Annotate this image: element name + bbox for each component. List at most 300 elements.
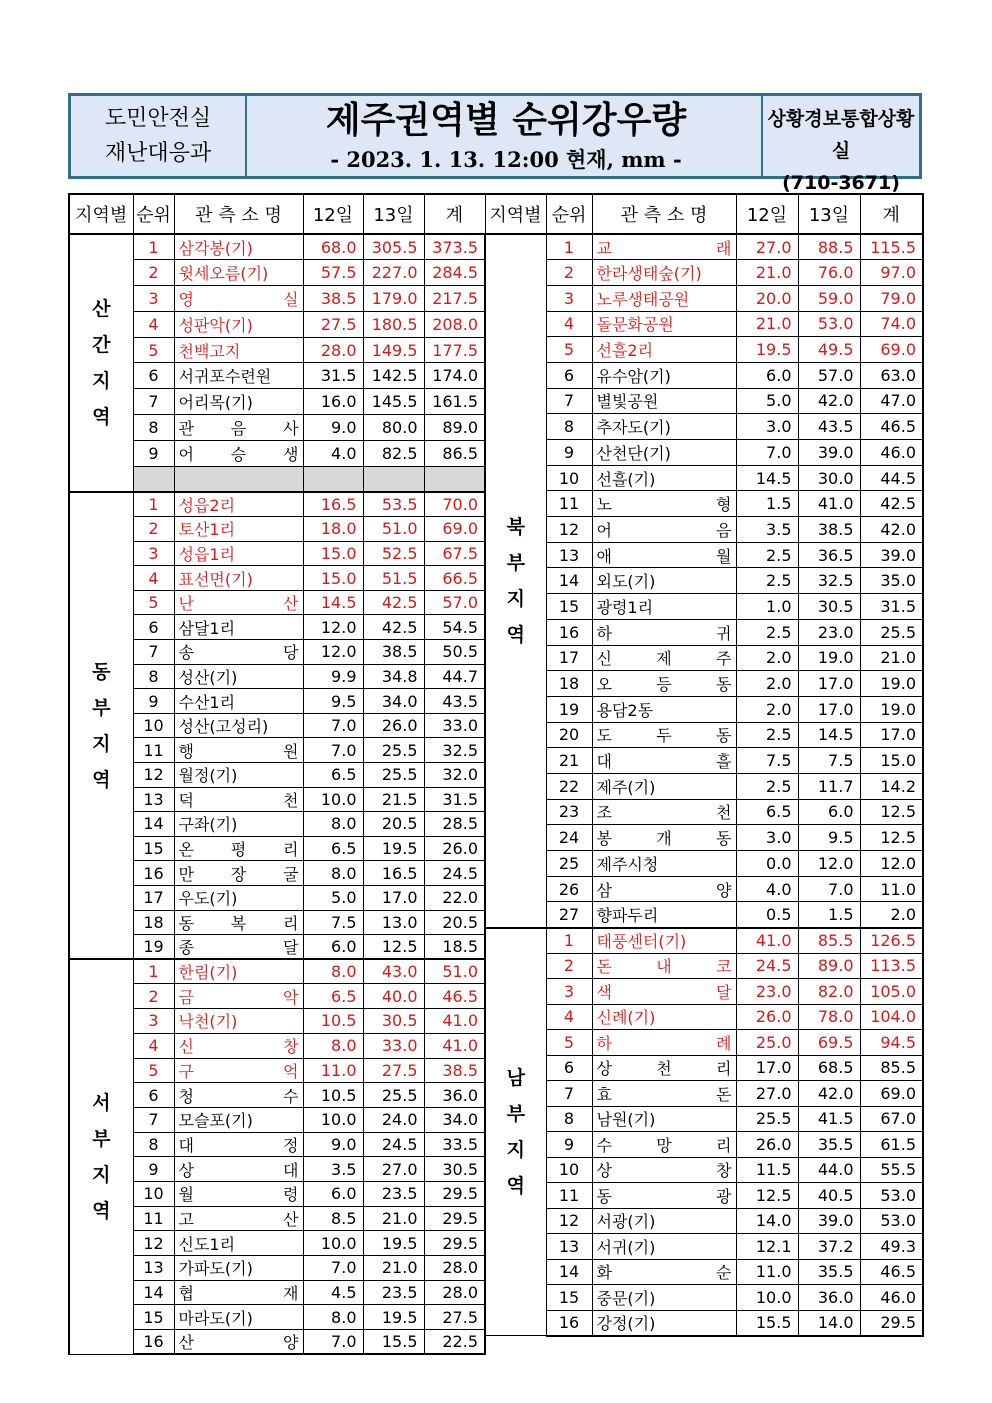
total-value-cell: 74.0 — [860, 311, 923, 337]
day12-value-cell: 10.0 — [736, 1285, 798, 1311]
total-value-cell: 30.5 — [424, 1157, 485, 1182]
total-value-cell: 28.5 — [424, 812, 485, 837]
total-value-cell: 43.5 — [424, 689, 485, 714]
day13-value-cell: 36.0 — [798, 1285, 860, 1311]
station-name-cell: 덕 천 — [174, 787, 303, 812]
day13-value-cell: 17.0 — [798, 671, 860, 697]
station-name-cell: 서귀포수련원 — [174, 363, 303, 389]
day12-value-cell: 10.0 — [303, 787, 363, 812]
total-value-cell: 21.0 — [860, 645, 923, 671]
region-label-text: 서부지역 — [92, 1092, 111, 1222]
total-value-cell: 46.5 — [860, 1259, 923, 1285]
rank-cell: 3 — [546, 285, 592, 311]
total-value-cell: 115.5 — [860, 234, 923, 260]
station-name-cell: 용담2동 — [592, 696, 736, 722]
day13-value-cell: 19.5 — [363, 1231, 424, 1256]
day12-value-cell: 2.5 — [736, 568, 798, 594]
day12-value-cell: 15.0 — [303, 541, 363, 566]
station-name-cell: 표선면(기) — [174, 566, 303, 591]
station-name-cell: 금 악 — [174, 984, 303, 1009]
day12-value-cell: 18.0 — [303, 517, 363, 542]
day13-value-cell: 69.5 — [798, 1030, 860, 1056]
rank-cell: 4 — [546, 311, 592, 337]
station-name-cell: 애 월 — [592, 542, 736, 568]
rank-cell: 5 — [546, 1030, 592, 1056]
station-name-cell: 별빛공원 — [592, 388, 736, 414]
day12-value-cell: 8.0 — [303, 812, 363, 837]
day12-value-cell: 25.0 — [736, 1030, 798, 1056]
day12-value-cell: 0.5 — [736, 902, 798, 928]
total-value-cell: 11.0 — [860, 876, 923, 902]
table-row — [485, 1081, 923, 1107]
table-row — [485, 1259, 923, 1285]
day12-value-cell: 11.0 — [303, 1058, 363, 1083]
station-name-cell: 가파도(기) — [174, 1256, 303, 1281]
station-name-cell: 수 망 리 — [592, 1132, 736, 1158]
station-name-cell: 만 장 굴 — [174, 861, 303, 886]
rank-cell: 11 — [546, 1183, 592, 1209]
rank-cell: 3 — [133, 1009, 174, 1034]
day13-value-cell: 21.0 — [363, 1256, 424, 1281]
day12-value-cell: 3.0 — [736, 825, 798, 851]
station-name-cell: 돌문화공원 — [592, 311, 736, 337]
total-value-cell: 31.5 — [424, 787, 485, 812]
rank-cell: 7 — [546, 388, 592, 414]
right-header-row — [485, 194, 923, 234]
rank-cell: 12 — [133, 763, 174, 788]
day13-value-cell: 41.5 — [798, 1106, 860, 1132]
day13-value-cell: 53.5 — [363, 492, 424, 517]
col-d12: 12일 — [736, 194, 798, 234]
total-value-cell: 126.5 — [860, 928, 923, 954]
day13-value-cell: 37.2 — [798, 1234, 860, 1260]
rank-cell: 4 — [133, 566, 174, 591]
total-value-cell: 46.5 — [424, 984, 485, 1009]
day13-value-cell: 35.5 — [798, 1259, 860, 1285]
total-value-cell: 113.5 — [860, 953, 923, 979]
contact-label — [761, 96, 919, 194]
table-row — [485, 1183, 923, 1209]
day12-value-cell: 8.5 — [303, 1206, 363, 1231]
total-value-cell: 208.0 — [424, 311, 485, 337]
day12-value-cell: 1.5 — [736, 491, 798, 517]
table-row — [485, 362, 923, 388]
station-name-cell: 동 복 리 — [174, 910, 303, 935]
day13-value-cell: 12.0 — [798, 851, 860, 877]
table-row — [485, 311, 923, 337]
station-name-cell: 산 양 — [174, 1330, 303, 1355]
rank-cell: 15 — [546, 594, 592, 620]
total-value-cell: 25.5 — [860, 619, 923, 645]
station-name-cell: 남원(기) — [592, 1106, 736, 1132]
day13-value-cell: 78.0 — [798, 1004, 860, 1030]
day12-value-cell: 24.5 — [736, 953, 798, 979]
day12-value-cell: 4.0 — [736, 876, 798, 902]
rank-cell: 16 — [133, 1330, 174, 1355]
rank-cell: 15 — [133, 1305, 174, 1330]
station-name-cell: 교 래 — [592, 234, 736, 260]
day13-value-cell: 38.5 — [363, 640, 424, 665]
day12-value-cell: 9.5 — [303, 689, 363, 714]
day12-value-cell: 8.0 — [303, 1305, 363, 1330]
rank-cell: 6 — [133, 615, 174, 640]
rank-cell: 9 — [133, 689, 174, 714]
rank-cell: 26 — [546, 876, 592, 902]
day12-value-cell: 8.0 — [303, 1033, 363, 1058]
total-value-cell: 41.0 — [424, 1033, 485, 1058]
day13-value-cell: 25.5 — [363, 738, 424, 763]
total-value-cell: 14.2 — [860, 773, 923, 799]
rank-cell: 7 — [133, 389, 174, 415]
table-row — [69, 234, 485, 260]
station-name-cell: 고 산 — [174, 1206, 303, 1231]
rank-cell: 25 — [546, 851, 592, 877]
station-name-cell: 성산(기) — [174, 664, 303, 689]
table-row — [485, 388, 923, 414]
rank-cell: 10 — [133, 713, 174, 738]
day12-value-cell: 2.5 — [736, 542, 798, 568]
total-value-cell: 55.5 — [860, 1157, 923, 1183]
station-name-cell: 제주(기) — [592, 773, 736, 799]
table-row — [485, 568, 923, 594]
table-row — [485, 542, 923, 568]
rank-cell: 11 — [546, 491, 592, 517]
day13-value-cell: 53.0 — [798, 311, 860, 337]
total-value-cell: 174.0 — [424, 363, 485, 389]
total-value-cell: 54.5 — [424, 615, 485, 640]
day13-value-cell: 76.0 — [798, 260, 860, 286]
day13-value-cell: 42.5 — [363, 590, 424, 615]
region-label — [69, 234, 133, 492]
station-name-cell: 성읍1리 — [174, 541, 303, 566]
day12-value-cell: 25.5 — [736, 1106, 798, 1132]
empty-cell — [174, 466, 303, 492]
station-name-cell: 서광(기) — [592, 1208, 736, 1234]
region-label-text: 북부지역 — [506, 515, 525, 646]
day12-value-cell: 6.0 — [303, 935, 363, 960]
total-value-cell: 39.0 — [860, 542, 923, 568]
rank-cell: 5 — [133, 1058, 174, 1083]
day12-value-cell: 38.5 — [303, 286, 363, 312]
day13-value-cell: 30.0 — [798, 465, 860, 491]
station-name-cell: 신도1리 — [174, 1231, 303, 1256]
station-name-cell: 한림(기) — [174, 959, 303, 984]
table-row — [485, 645, 923, 671]
day13-value-cell: 23.0 — [798, 619, 860, 645]
total-value-cell: 217.5 — [424, 286, 485, 312]
rank-cell: 18 — [133, 910, 174, 935]
rank-cell: 6 — [546, 1055, 592, 1081]
day13-value-cell: 25.5 — [363, 1083, 424, 1108]
total-value-cell: 35.0 — [860, 568, 923, 594]
day13-value-cell: 19.5 — [363, 1305, 424, 1330]
station-name-cell: 향파두리 — [592, 902, 736, 928]
day12-value-cell: 16.5 — [303, 492, 363, 517]
day12-value-cell: 5.0 — [736, 388, 798, 414]
total-value-cell: 34.0 — [424, 1107, 485, 1132]
empty-cell — [133, 466, 174, 492]
rank-cell: 2 — [133, 260, 174, 286]
total-value-cell: 94.5 — [860, 1030, 923, 1056]
region-label — [69, 959, 133, 1354]
station-name-cell: 종 달 — [174, 935, 303, 960]
day13-value-cell: 34.0 — [363, 689, 424, 714]
day13-value-cell: 33.0 — [363, 1033, 424, 1058]
day13-value-cell: 44.0 — [798, 1157, 860, 1183]
total-value-cell: 42.5 — [860, 491, 923, 517]
rank-cell: 12 — [546, 517, 592, 543]
table-row — [485, 517, 923, 543]
station-name-cell: 낙천(기) — [174, 1009, 303, 1034]
day12-value-cell: 2.5 — [736, 619, 798, 645]
station-name-cell: 조 천 — [592, 799, 736, 825]
day13-value-cell: 39.0 — [798, 440, 860, 466]
table-row — [485, 696, 923, 722]
station-name-cell: 도 두 동 — [592, 722, 736, 748]
day13-value-cell: 43.5 — [798, 414, 860, 440]
total-value-cell: 44.7 — [424, 664, 485, 689]
day13-value-cell: 13.0 — [363, 910, 424, 935]
region-label — [485, 928, 546, 1336]
day13-value-cell: 38.5 — [798, 517, 860, 543]
day13-value-cell: 7.5 — [798, 748, 860, 774]
station-name-cell: 태풍센터(기) — [592, 928, 736, 954]
total-value-cell: 50.5 — [424, 640, 485, 665]
col-station: 관 측 소 명 — [174, 194, 303, 234]
rank-cell: 7 — [133, 640, 174, 665]
station-name-cell: 하 귀 — [592, 619, 736, 645]
total-value-cell: 177.5 — [424, 337, 485, 363]
rank-cell: 9 — [546, 1132, 592, 1158]
station-name-cell: 천백고지 — [174, 337, 303, 363]
day13-value-cell: 30.5 — [363, 1009, 424, 1034]
day13-value-cell: 26.0 — [363, 713, 424, 738]
day12-value-cell: 2.5 — [736, 773, 798, 799]
station-name-cell: 우도(기) — [174, 885, 303, 910]
day12-value-cell: 23.0 — [736, 979, 798, 1005]
day12-value-cell: 8.0 — [303, 861, 363, 886]
col-d13: 13일 — [798, 194, 860, 234]
table-row — [485, 773, 923, 799]
station-name-cell: 월정(기) — [174, 763, 303, 788]
station-name-cell: 토산1리 — [174, 517, 303, 542]
total-value-cell: 12.5 — [860, 799, 923, 825]
total-value-cell: 44.5 — [860, 465, 923, 491]
day13-value-cell: 23.5 — [363, 1280, 424, 1305]
table-row — [485, 1055, 923, 1081]
day13-value-cell: 145.5 — [363, 389, 424, 415]
day13-value-cell: 24.0 — [363, 1107, 424, 1132]
day12-value-cell: 19.5 — [736, 337, 798, 363]
day13-value-cell: 25.5 — [363, 763, 424, 788]
day13-value-cell: 42.0 — [798, 1081, 860, 1107]
rank-cell: 12 — [133, 1231, 174, 1256]
total-value-cell: 41.0 — [424, 1009, 485, 1034]
day13-value-cell: 142.5 — [363, 363, 424, 389]
table-row — [485, 1106, 923, 1132]
total-value-cell: 46.5 — [860, 414, 923, 440]
total-value-cell: 373.5 — [424, 234, 485, 260]
total-value-cell: 53.0 — [860, 1208, 923, 1234]
day12-value-cell: 26.0 — [736, 1004, 798, 1030]
day12-value-cell: 28.0 — [303, 337, 363, 363]
day12-value-cell: 31.5 — [303, 363, 363, 389]
rank-cell: 13 — [133, 1256, 174, 1281]
day13-value-cell: 39.0 — [798, 1208, 860, 1234]
station-name-cell: 광령1리 — [592, 594, 736, 620]
table-row — [485, 979, 923, 1005]
rank-cell: 7 — [133, 1107, 174, 1132]
day12-value-cell: 14.5 — [736, 465, 798, 491]
station-name-cell: 추자도(기) — [592, 414, 736, 440]
rank-cell: 5 — [546, 337, 592, 363]
day12-value-cell: 1.0 — [736, 594, 798, 620]
day12-value-cell: 15.0 — [303, 566, 363, 591]
day12-value-cell: 2.0 — [736, 671, 798, 697]
day12-value-cell: 6.0 — [303, 1181, 363, 1206]
day13-value-cell: 6.0 — [798, 799, 860, 825]
day13-value-cell: 20.5 — [363, 812, 424, 837]
rank-cell: 16 — [133, 861, 174, 886]
day13-value-cell: 43.0 — [363, 959, 424, 984]
station-name-cell: 산천단(기) — [592, 440, 736, 466]
day13-value-cell: 82.0 — [798, 979, 860, 1005]
day13-value-cell: 23.5 — [363, 1181, 424, 1206]
day13-value-cell: 36.5 — [798, 542, 860, 568]
day12-value-cell: 9.9 — [303, 664, 363, 689]
day12-value-cell: 7.5 — [303, 910, 363, 935]
total-value-cell: 2.0 — [860, 902, 923, 928]
station-name-cell: 상 천 리 — [592, 1055, 736, 1081]
station-name-cell: 관 음 사 — [174, 415, 303, 441]
rank-cell: 3 — [546, 979, 592, 1005]
total-value-cell: 42.0 — [860, 517, 923, 543]
rank-cell: 13 — [546, 1234, 592, 1260]
rank-cell: 2 — [133, 517, 174, 542]
station-name-cell: 대 정 — [174, 1132, 303, 1157]
empty-cell — [303, 466, 363, 492]
total-value-cell: 46.0 — [860, 440, 923, 466]
station-name-cell: 송 당 — [174, 640, 303, 665]
rank-cell: 16 — [546, 1310, 592, 1336]
day12-value-cell: 12.0 — [303, 615, 363, 640]
day12-value-cell: 6.5 — [303, 836, 363, 861]
day13-value-cell: 17.0 — [363, 885, 424, 910]
rank-cell: 15 — [546, 1285, 592, 1311]
day12-value-cell: 3.5 — [303, 1157, 363, 1182]
rank-cell: 5 — [133, 337, 174, 363]
day13-value-cell: 21.0 — [363, 1206, 424, 1231]
total-value-cell: 38.5 — [424, 1058, 485, 1083]
rank-cell: 7 — [546, 1081, 592, 1107]
table-row — [485, 234, 923, 260]
day12-value-cell: 2.0 — [736, 645, 798, 671]
rank-cell: 1 — [133, 492, 174, 517]
rank-cell: 3 — [133, 541, 174, 566]
station-name-cell: 화 순 — [592, 1259, 736, 1285]
station-name-cell: 모슬포(기) — [174, 1107, 303, 1132]
total-value-cell: 28.0 — [424, 1280, 485, 1305]
station-name-cell: 삼 양 — [592, 876, 736, 902]
day13-value-cell: 42.5 — [363, 615, 424, 640]
total-value-cell: 12.5 — [860, 825, 923, 851]
day13-value-cell: 19.5 — [363, 836, 424, 861]
day12-value-cell: 7.0 — [303, 738, 363, 763]
station-name-cell: 효 돈 — [592, 1081, 736, 1107]
rank-cell: 23 — [546, 799, 592, 825]
total-value-cell: 24.5 — [424, 861, 485, 886]
station-name-cell: 온 평 리 — [174, 836, 303, 861]
station-name-cell: 오 등 동 — [592, 671, 736, 697]
rank-cell: 8 — [133, 415, 174, 441]
total-value-cell: 19.0 — [860, 696, 923, 722]
table-row — [485, 285, 923, 311]
day13-value-cell: 11.7 — [798, 773, 860, 799]
left-header-row — [69, 194, 485, 234]
day13-value-cell: 179.0 — [363, 286, 424, 312]
table-row — [485, 337, 923, 363]
day13-value-cell: 14.0 — [798, 1310, 860, 1336]
day12-value-cell: 7.5 — [736, 748, 798, 774]
station-name-cell: 대 흘 — [592, 748, 736, 774]
day13-value-cell: 16.5 — [363, 861, 424, 886]
table-row — [485, 799, 923, 825]
total-value-cell: 85.5 — [860, 1055, 923, 1081]
region-label-text: 남부지역 — [506, 1066, 525, 1197]
rank-cell: 4 — [133, 1033, 174, 1058]
day12-value-cell: 15.5 — [736, 1310, 798, 1336]
empty-cell — [424, 466, 485, 492]
rank-cell: 14 — [546, 1259, 592, 1285]
station-name-cell: 신례(기) — [592, 1004, 736, 1030]
rank-cell: 19 — [133, 935, 174, 960]
region-label — [485, 234, 546, 928]
table-row — [485, 440, 923, 466]
day12-value-cell: 5.0 — [303, 885, 363, 910]
rank-cell: 14 — [133, 812, 174, 837]
total-value-cell: 33.0 — [424, 713, 485, 738]
day13-value-cell: 51.0 — [363, 517, 424, 542]
day12-value-cell: 0.0 — [736, 851, 798, 877]
table-row — [485, 928, 923, 954]
day12-value-cell: 14.5 — [303, 590, 363, 615]
table-row — [485, 1208, 923, 1234]
station-name-cell: 선흘2리 — [592, 337, 736, 363]
station-name-cell: 월 령 — [174, 1181, 303, 1206]
day13-value-cell: 19.0 — [798, 645, 860, 671]
day12-value-cell: 7.0 — [303, 1256, 363, 1281]
rank-cell: 6 — [133, 363, 174, 389]
day13-value-cell: 52.5 — [363, 541, 424, 566]
day12-value-cell: 10.0 — [303, 1107, 363, 1132]
day12-value-cell: 20.0 — [736, 285, 798, 311]
day13-value-cell: 180.5 — [363, 311, 424, 337]
rank-cell: 13 — [546, 542, 592, 568]
total-value-cell: 53.0 — [860, 1183, 923, 1209]
day12-value-cell: 26.0 — [736, 1132, 798, 1158]
station-name-cell: 서귀(기) — [592, 1234, 736, 1260]
total-value-cell: 15.0 — [860, 748, 923, 774]
day13-value-cell: 82.5 — [363, 440, 424, 466]
total-value-cell: 29.5 — [424, 1181, 485, 1206]
total-value-cell: 18.5 — [424, 935, 485, 960]
day13-value-cell: 85.5 — [798, 928, 860, 954]
contact-line2: (710-3671) — [782, 172, 900, 194]
station-name-cell: 상 대 — [174, 1157, 303, 1182]
rank-cell: 2 — [546, 260, 592, 286]
day12-value-cell: 10.5 — [303, 1083, 363, 1108]
table-row — [69, 959, 485, 984]
